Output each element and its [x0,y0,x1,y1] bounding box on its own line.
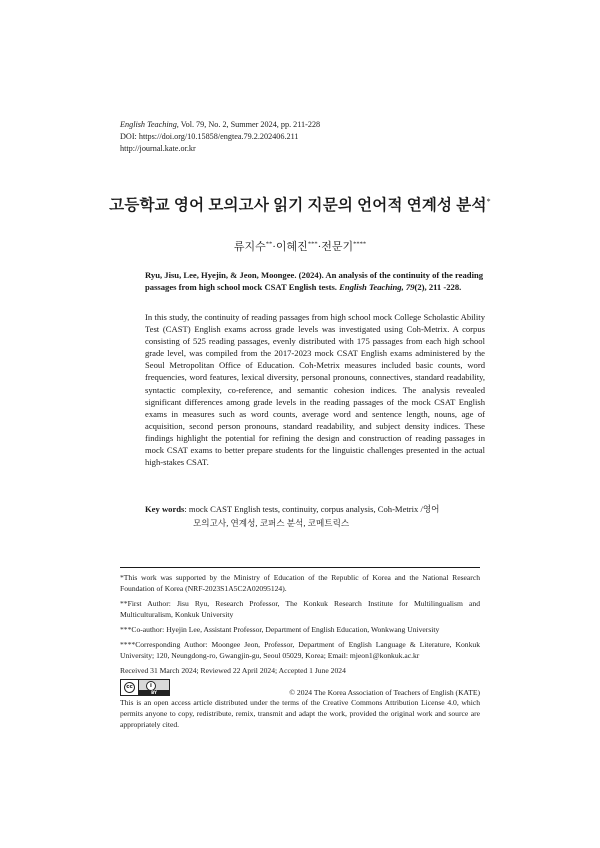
attribution-icon: i [146,681,156,691]
keywords-line-1: : mock CAST English tests, continuity, corpus analysis, Coh-Metrix /영어 [184,504,440,514]
journal-url-link[interactable]: http://journal.kate.or.kr [120,144,196,153]
footnote-divider [120,567,480,568]
keywords-line-2: 모의고사, 연계성, 코퍼스 분석, 코메트릭스 [193,518,350,528]
journal-info [120,119,500,155]
footnotes [120,572,480,680]
title-footnote-mark: * [486,196,491,206]
license-text: This is an open access article distributed under the terms of the Creative Commons Attribution License 4.0, which permits anyone to copy, redistribute, remix, transmit and adapt the work, provided the original work and source are appropriately cited. [120,698,480,729]
copyright-notice: © 2024 The Korea Association of Teachers of English (KATE) [289,688,480,697]
citation-pages: (2), 211 -228. [414,282,462,292]
footnote-corresponding-author: ****Corresponding Author: Moongee Jeon, Professor, Department of English Language & Literature, Konkuk University; 120, Neungdong-ro, Gwangjin-gu, Seoul 05029, Korea; Email: mjeon1@konkuk.ac.kr [120,640,480,660]
cc-icon-panel [121,680,139,695]
keywords-block [145,502,485,530]
citation-text: Ryu, Jisu, Lee, Hyejin, & Jeon, Moongee. (2024). An analysis of the continuity of the reading passages from high school mock CSAT English tests. [145,270,484,292]
cc-by-license-icon[interactable] [120,679,170,696]
received-dates: Received 31 March 2024; Reviewed 22 April 2024; Accepted 1 June 2024 [120,666,346,675]
doi-link[interactable]: DOI: https://doi.org/10.15858/engtea.79.2.202406.211 [120,132,299,141]
author-list [100,238,500,254]
author-separator: · [317,241,322,253]
author-2-mark: *** [307,240,318,248]
author-separator: · [272,241,276,253]
cc-icon: cc [124,682,135,693]
author-3-mark: **** [353,240,367,248]
keywords-label: Key words [145,504,185,514]
author-1: 류지수 [233,241,266,253]
author-1-mark: ** [265,240,273,248]
paper-title-text: 고등학교 영어 모의고사 읽기 지문의 언어적 연계성 분석 [109,197,487,214]
journal-name: English Teaching [120,120,177,129]
citation-journal: English Teaching, 79 [339,282,415,292]
footnote-first-author: **First Author: Jisu Ryu, Research Professor, The Konkuk Research Institute for Multilingualism and Multiculturalism, Konkuk University [120,599,480,619]
footnote-co-author: ***Co-author: Hyejin Lee, Assistant Professor, Department of English Education, Wonkwang University [120,625,440,634]
footnote-funding: *This work was supported by the Ministry of Education of the Republic of Korea and the National Research Foundation of Korea (NRF-2023S1A5C2A02095124). [120,573,480,593]
author-3: 전문기 [321,241,354,253]
paper-title [80,193,520,215]
abstract-text: In this study, the continuity of reading passages from high school mock College Scholastic Ability Test (CAST) English exams across grade levels was investigated using Coh-Metrix. A corpus consisting of 525 reading passages, evenly distributed with 175 passages from each high school grade level, was compiled from the 2017-2023 mock CSAT English exams administered by the Seoul Metropolitan Office of Education. Coh-Metrix measures included basic counts, word frequencies, word features, lexical diversity, personal pronouns, connectives, standard readability, syntactic complexity, co-reference, and semantic cohesion indices. The analysis revealed significant differences among grade levels in the reading passages of the mock CSAT English exams in measures such as word counts, average word and sentence length, nouns, age of acquisition, second person pronouns, standard readability, and subject density indices. These findings highlight the potential for refining the design and construction of reading passages in mock CSAT exams to better prepare students for the linguistic challenges presented in the actual high-stakes CSAT. [145,312,485,468]
journal-issue: , Vol. 79, No. 2, Summer 2024, pp. 211-228 [176,120,321,129]
journal-citation-line [120,119,500,131]
author-2: 이혜진 [275,241,308,253]
citation-block [145,269,485,293]
by-label: BY [139,690,169,695]
